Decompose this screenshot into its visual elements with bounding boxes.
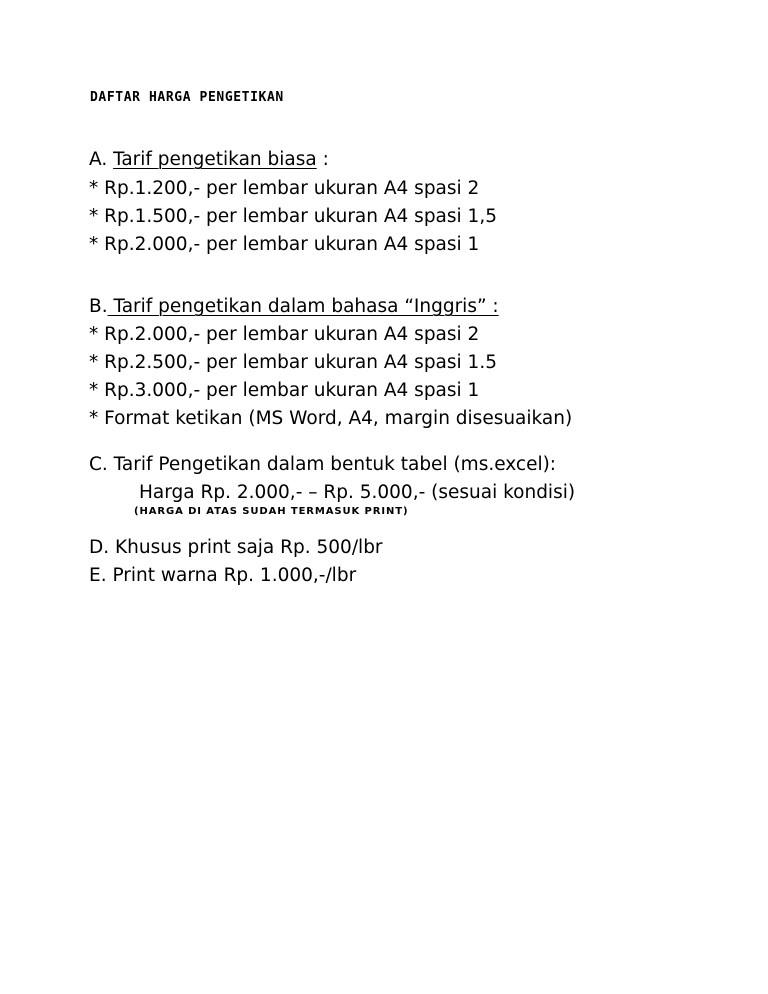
section-b-item-2: * Rp.2.500,- per lembar ukuran A4 spasi 1.5 xyxy=(89,352,497,373)
section-c-note: (HARGA DI ATAS SUDAH TERMASUK PRINT) xyxy=(134,506,409,517)
section-c-heading: C. Tarif Pengetikan dalam bentuk tabel (ms.excel): xyxy=(89,454,557,475)
section-b-item-4: * Format ketikan (MS Word, A4, margin disesuaikan) xyxy=(89,408,573,429)
section-d-line: D. Khusus print saja Rp. 500/lbr xyxy=(89,537,383,558)
section-e-line: E. Print warna Rp. 1.000,-/lbr xyxy=(89,565,357,586)
section-a-heading xyxy=(89,148,329,172)
section-a-title: Tarif pengetikan biasa xyxy=(113,149,317,170)
section-a-item-2: * Rp.1.500,- per lembar ukuran A4 spasi 1,5 xyxy=(89,206,497,227)
section-a-item-3: * Rp.2.000,- per lembar ukuran A4 spasi 1 xyxy=(89,234,480,255)
section-b-item-1: * Rp.2.000,- per lembar ukuran A4 spasi 2 xyxy=(89,324,480,345)
section-a-prefix: A. xyxy=(89,149,114,170)
section-a-suffix: : xyxy=(316,149,329,170)
section-c-price: Harga Rp. 2.000,- – Rp. 5.000,- (sesuai kondisi) xyxy=(139,482,576,503)
section-b-title: Tarif pengetikan dalam bahasa “Inggris” : xyxy=(107,296,499,317)
section-a-item-1: * Rp.1.200,- per lembar ukuran A4 spasi 2 xyxy=(89,178,480,199)
section-b-heading xyxy=(89,295,499,319)
section-b-item-3: * Rp.3.000,- per lembar ukuran A4 spasi 1 xyxy=(89,380,480,401)
document-title: DAFTAR HARGA PENGETIKAN xyxy=(90,90,284,105)
section-b-prefix: B. xyxy=(89,296,108,317)
